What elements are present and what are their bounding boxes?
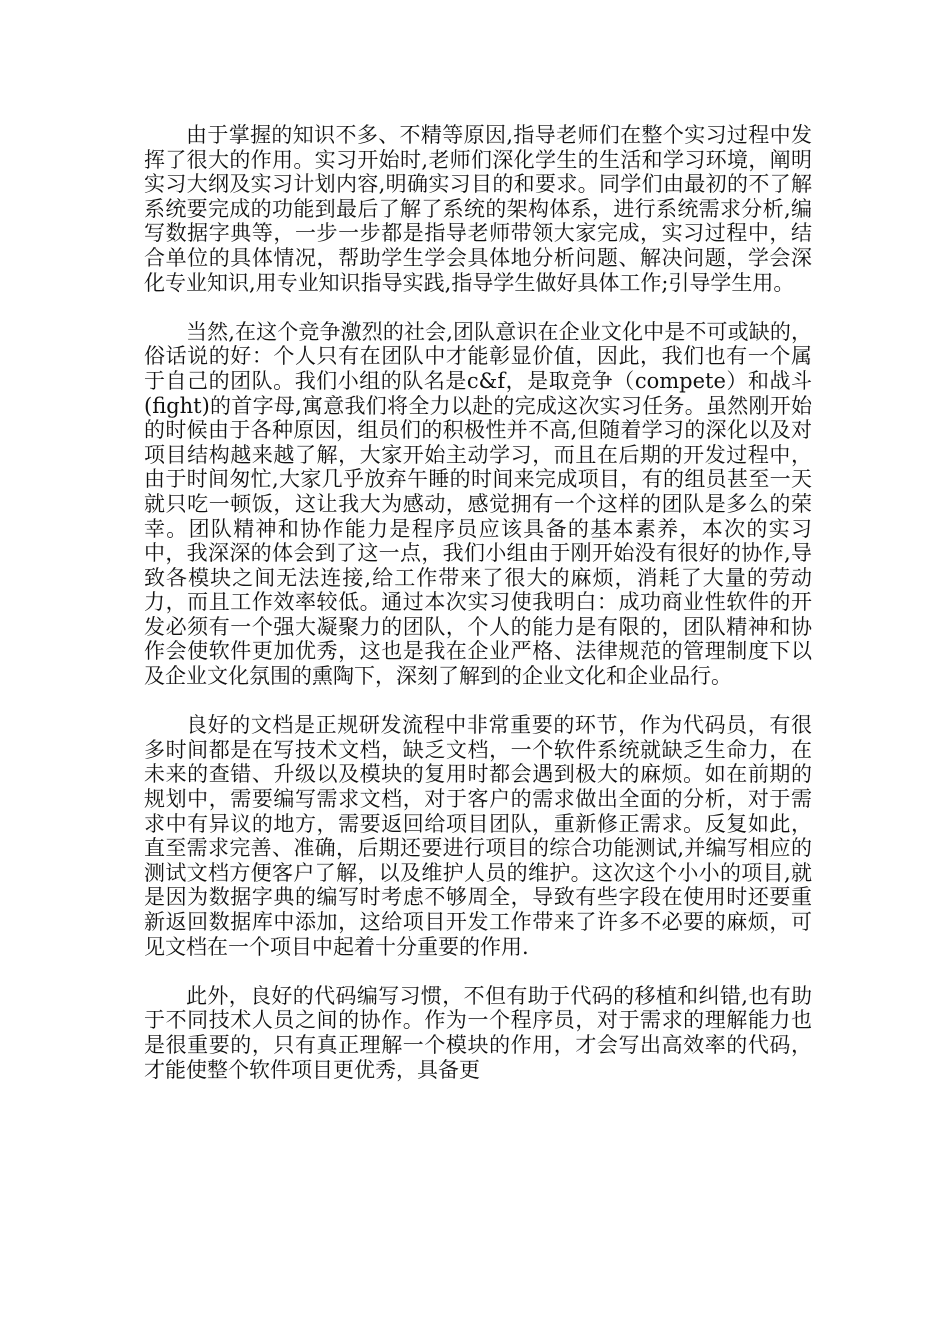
paragraph-mentors: 由于掌握的知识不多、不精等原因,指导老师们在整个实习过程中发挥了很大的作用。实习开始时,老师们深化学生的生活和学习环境，阐明实习大纲及实习计划内容,明确实习目的和要求。同学们由最初的不了解系统要完成的功能到最后了解了系统的架构体系，进行系统需求分析,编写数据字典等，一步一步都是指导老师带领大家完成，实习过程中，结合单位的具体情况，帮助学生学会具体地分析问题、解决问题，学会深化专业知识,用专业知识指导实践,指导学生做好具体工作;引导学生用。 bbox=[144, 123, 812, 295]
paragraph-teamwork: 当然,在这个竞争激烈的社会,团队意识在企业文化中是不可或缺的，俗话说的好：个人只有在团队中才能彰显价值，因此，我们也有一个属于自己的团队。我们小组的队名是c&f，是取竞争（compete）和战斗(fight)的首字母,寓意我们将全力以赴的完成这次实习任务。虽然刚开始的时候由于各种原因，组员们的积极性并不高,但随着学习的深化以及对项目结构越来越了解，大家开始主动学习，而且在后期的开发过程中，由于时间匆忙,大家几乎放弃午睡的时间来完成项目，有的组员甚至一天就只吃一顿饭，这让我大为感动，感觉拥有一个这样的团队是多么的荣幸。团队精神和协作能力是程序员应该具备的基本素养，本次的实习中，我深深的体会到了这一点，我们小组由于刚开始没有很好的协作,导致各模块之间无法连接,给工作带来了很大的麻烦，消耗了大量的劳动力，而且工作效率较低。通过本次实习使我明白：成功商业性软件的开发必须有一个强大凝聚力的团队，个人的能力是有限的，团队精神和协作会使软件更加优秀，这也是我在企业严格、法律规范的管理制度下以及企业文化氛围的熏陶下，深刻了解到的企业文化和企业品行。 bbox=[144, 319, 812, 689]
paragraph-documentation: 良好的文档是正规研发流程中非常重要的环节，作为代码员，有很多时间都是在写技术文档，缺乏文档，一个软件系统就缺乏生命力，在未来的查错、升级以及模块的复用时都会遇到极大的麻烦。如在前期的规划中，需要编写需求文档，对于客户的需求做出全面的分析，对于需求中有异议的地方，需要返回给项目团队，重新修正需求。反复如此，直至需求完善、准确，后期还要进行项目的综合功能测试,并编写相应的测试文档方便客户了解，以及维护人员的维护。这次这个小小的项目,就是因为数据字典的编写时考虑不够周全，导致有些字段在使用时还要重新返回数据库中添加，这给项目开发工作带来了许多不必要的麻烦，可见文档在一个项目中起着十分重要的作用. bbox=[144, 713, 812, 959]
document-body bbox=[144, 123, 812, 1107]
paragraph-coding-habits: 此外，良好的代码编写习惯，不但有助于代码的移植和纠错,也有助于不同技术人员之间的协作。作为一个程序员，对于需求的理解能力也是很重要的，只有真正理解一个模块的作用，才会写出高效率的代码，才能使整个软件项目更优秀，具备更 bbox=[144, 983, 812, 1082]
